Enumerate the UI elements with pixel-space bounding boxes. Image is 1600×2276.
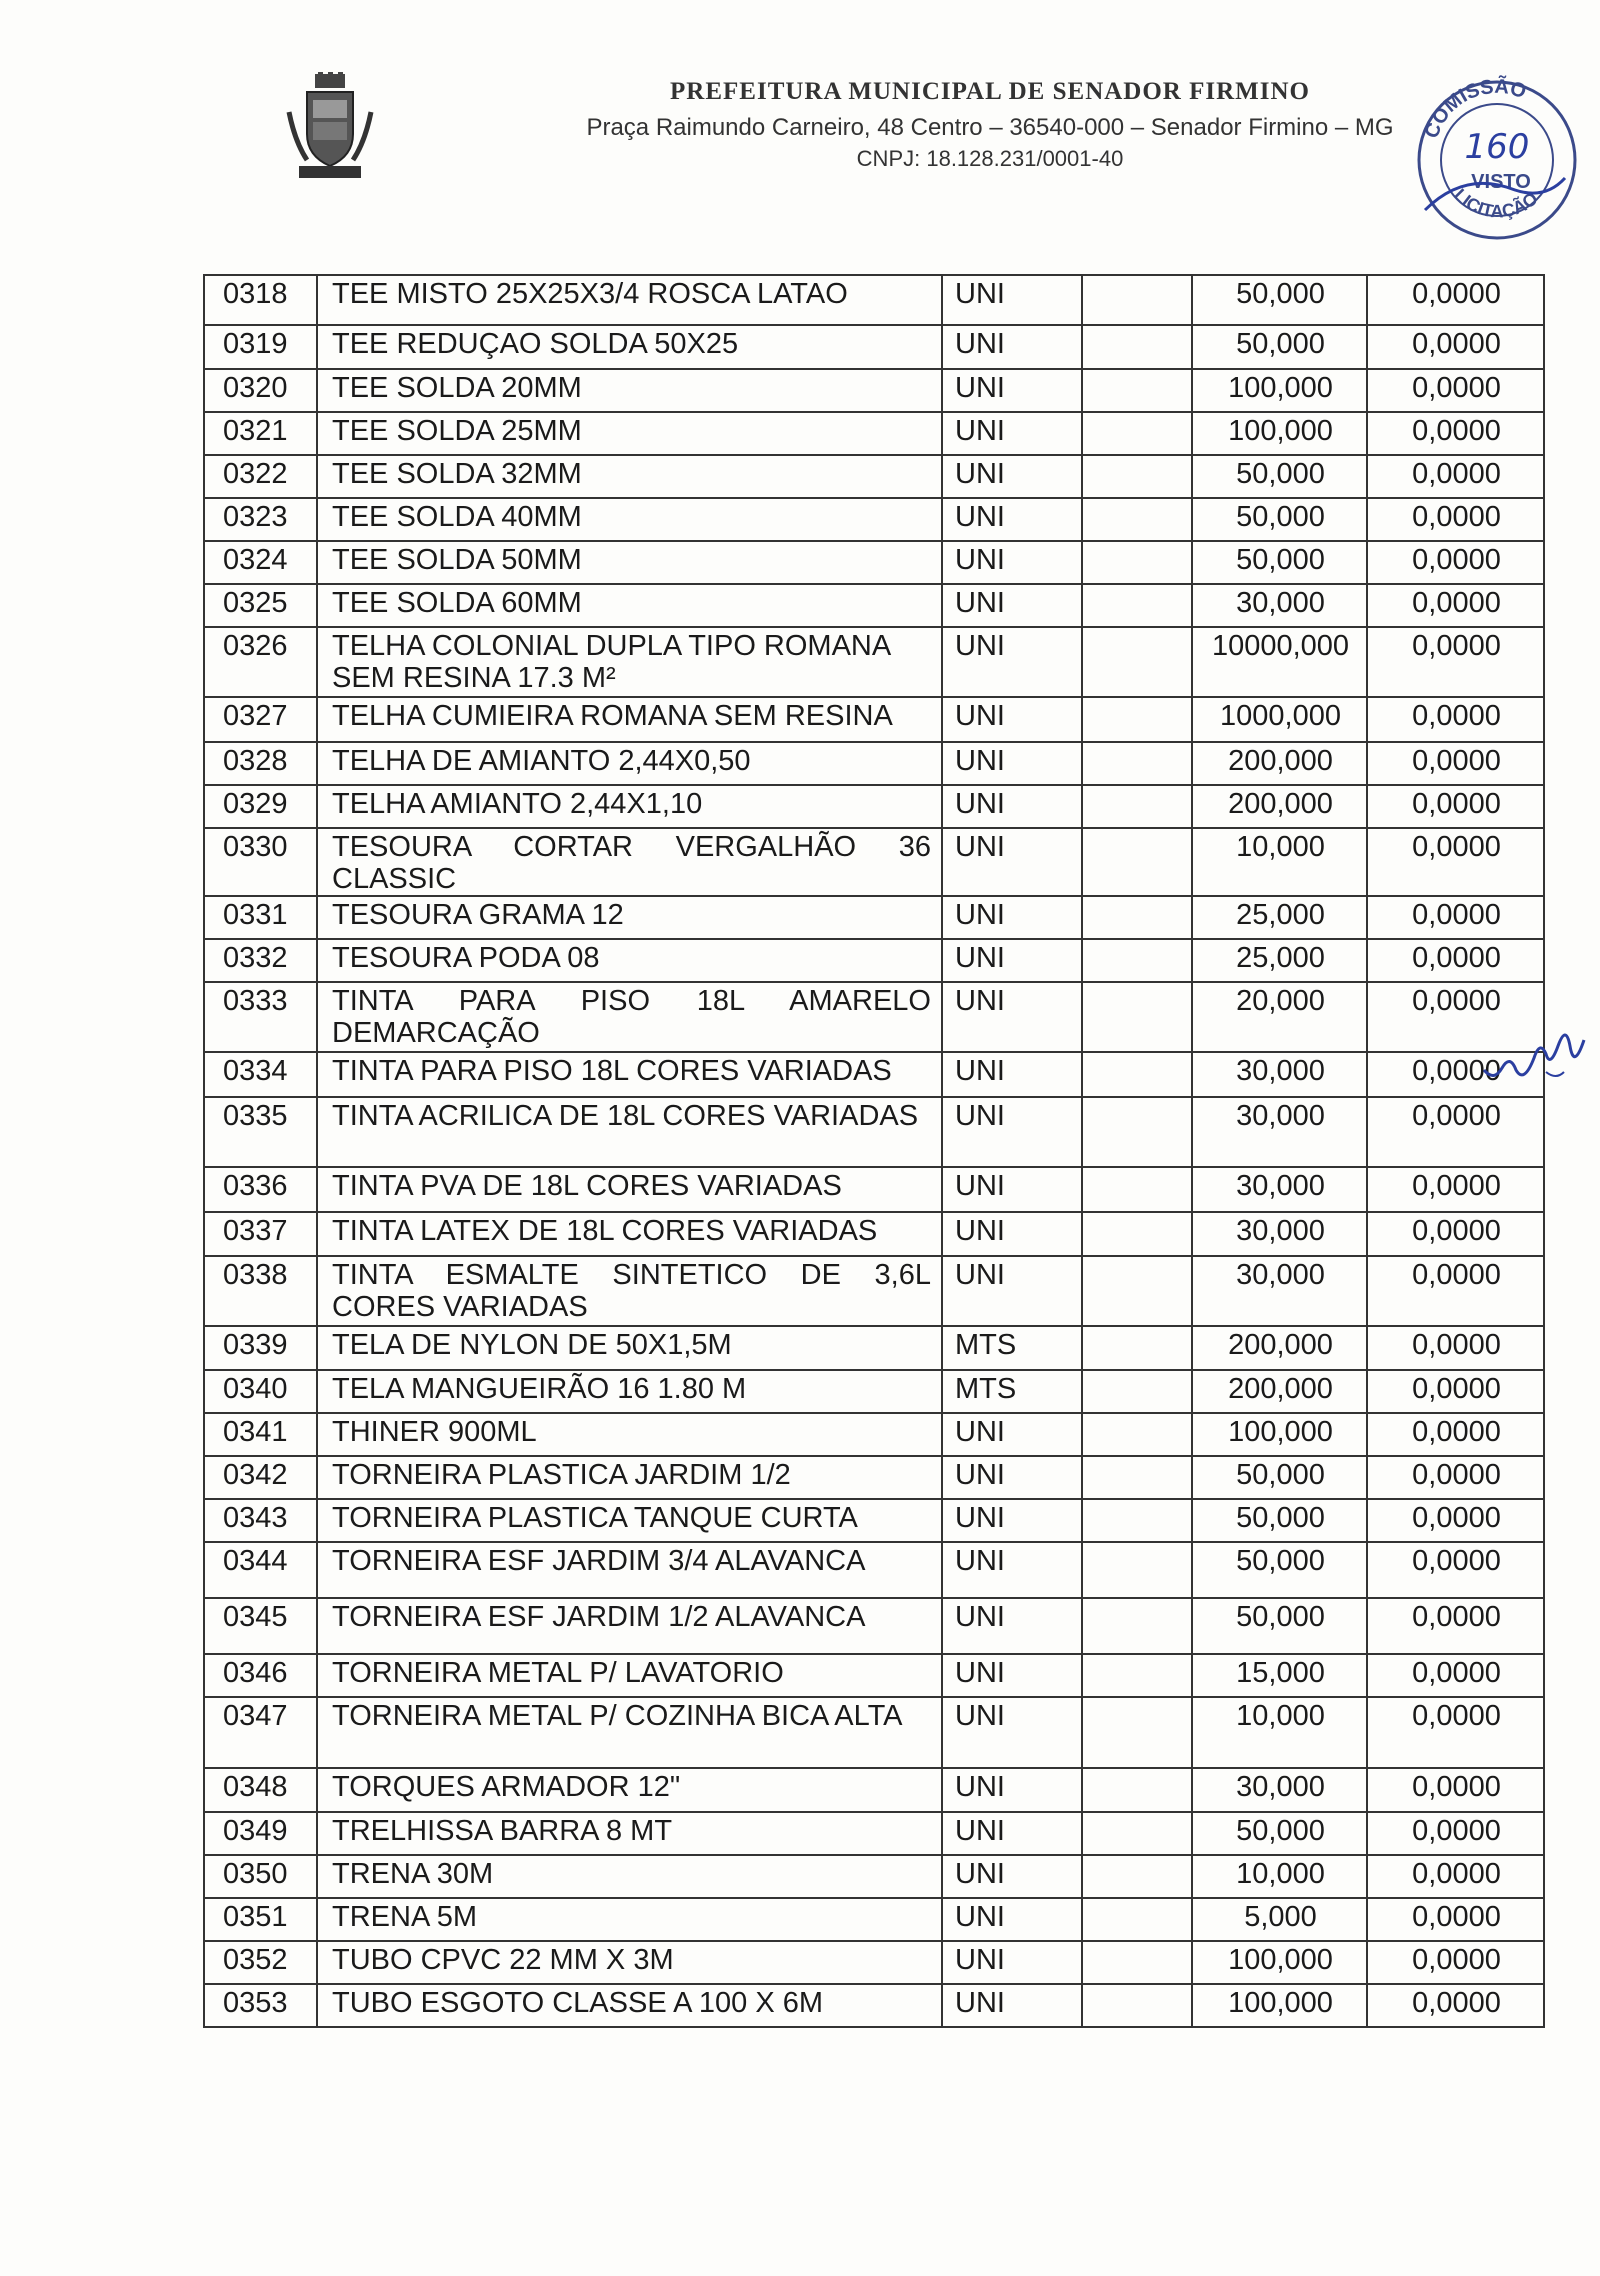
item-quantity: 100,000	[1192, 412, 1367, 455]
item-quantity: 200,000	[1192, 1370, 1367, 1413]
item-quantity: 50,000	[1192, 275, 1367, 325]
item-quantity: 50,000	[1192, 541, 1367, 584]
item-description: TEE MISTO 25X25X3/4 ROSCA LATAO	[317, 275, 942, 325]
item-code: 0334	[204, 1052, 317, 1097]
item-unit: UNI	[942, 1984, 1082, 2027]
item-code: 0336	[204, 1167, 317, 1212]
organization-name: PREFEITURA MUNICIPAL DE SENADOR FIRMINO	[670, 78, 1310, 105]
item-price: 0,0000	[1367, 325, 1544, 369]
item-description: TELA MANGUEIRÃO 16 1.80 M	[317, 1370, 942, 1413]
item-description: TESOURA GRAMA 12	[317, 896, 942, 939]
item-price: 0,0000	[1367, 982, 1544, 1052]
item-unit: UNI	[942, 828, 1082, 896]
blank-cell	[1082, 1413, 1192, 1456]
item-description: TELHA AMIANTO 2,44X1,10	[317, 785, 942, 828]
blank-cell	[1082, 498, 1192, 541]
blank-cell	[1082, 1097, 1192, 1167]
item-unit: UNI	[942, 1768, 1082, 1812]
item-price: 0,0000	[1367, 412, 1544, 455]
item-code: 0320	[204, 369, 317, 412]
item-description: TEE SOLDA 60MM	[317, 584, 942, 627]
item-price: 0,0000	[1367, 498, 1544, 541]
item-code: 0348	[204, 1768, 317, 1812]
table-row	[204, 1812, 1544, 1855]
table-row	[204, 369, 1544, 412]
item-quantity: 100,000	[1192, 1984, 1367, 2027]
item-price: 0,0000	[1367, 1697, 1544, 1768]
blank-cell	[1082, 939, 1192, 982]
item-quantity: 50,000	[1192, 498, 1367, 541]
table-row	[204, 1456, 1544, 1499]
item-unit: UNI	[942, 1456, 1082, 1499]
blank-cell	[1082, 1855, 1192, 1898]
item-price: 0,0000	[1367, 455, 1544, 498]
item-price: 0,0000	[1367, 697, 1544, 742]
item-quantity: 10,000	[1192, 1855, 1367, 1898]
item-price: 0,0000	[1367, 1052, 1544, 1097]
item-description: TELHA DE AMIANTO 2,44X0,50	[317, 742, 942, 785]
item-code: 0332	[204, 939, 317, 982]
item-quantity: 20,000	[1192, 982, 1367, 1052]
item-unit: UNI	[942, 896, 1082, 939]
item-unit: UNI	[942, 1855, 1082, 1898]
item-price: 0,0000	[1367, 627, 1544, 697]
item-description: TINTA ESMALTE SINTETICO DE 3,6L CORES VARIADAS	[317, 1256, 942, 1326]
blank-cell	[1082, 1499, 1192, 1542]
item-description: TINTA LATEX DE 18L CORES VARIADAS	[317, 1212, 942, 1256]
item-price: 0,0000	[1367, 785, 1544, 828]
item-description: TEE SOLDA 32MM	[317, 455, 942, 498]
table-row	[204, 1256, 1544, 1326]
item-price: 0,0000	[1367, 1941, 1544, 1984]
item-unit: UNI	[942, 455, 1082, 498]
table-row	[204, 828, 1544, 896]
item-price: 0,0000	[1367, 1370, 1544, 1413]
item-code: 0339	[204, 1326, 317, 1370]
item-quantity: 30,000	[1192, 1097, 1367, 1167]
item-description: TINTA ACRILICA DE 18L CORES VARIADAS	[317, 1097, 942, 1167]
item-unit: UNI	[942, 1812, 1082, 1855]
handwritten-initials-icon	[1480, 1010, 1600, 1090]
item-quantity: 30,000	[1192, 1256, 1367, 1326]
item-code: 0318	[204, 275, 317, 325]
item-description: TINTA PVA DE 18L CORES VARIADAS	[317, 1167, 942, 1212]
item-unit: UNI	[942, 982, 1082, 1052]
item-description: TEE SOLDA 40MM	[317, 498, 942, 541]
blank-cell	[1082, 896, 1192, 939]
table-row	[204, 697, 1544, 742]
item-description: TORNEIRA ESF JARDIM 1/2 ALAVANCA	[317, 1598, 942, 1654]
blank-cell	[1082, 1167, 1192, 1212]
item-description: TESOURA CORTAR VERGALHÃO 36 CLASSIC	[317, 828, 942, 896]
table-row	[204, 455, 1544, 498]
blank-cell	[1082, 1768, 1192, 1812]
item-quantity: 50,000	[1192, 1598, 1367, 1654]
blank-cell	[1082, 455, 1192, 498]
item-quantity: 200,000	[1192, 742, 1367, 785]
item-code: 0326	[204, 627, 317, 697]
item-code: 0341	[204, 1413, 317, 1456]
blank-cell	[1082, 697, 1192, 742]
item-description: TINTA PARA PISO 18L CORES VARIADAS	[317, 1052, 942, 1097]
item-code: 0331	[204, 896, 317, 939]
blank-cell	[1082, 325, 1192, 369]
item-unit: UNI	[942, 369, 1082, 412]
blank-cell	[1082, 369, 1192, 412]
item-quantity: 15,000	[1192, 1654, 1367, 1697]
blank-cell	[1082, 1326, 1192, 1370]
item-price: 0,0000	[1367, 541, 1544, 584]
item-quantity: 100,000	[1192, 1413, 1367, 1456]
item-unit: MTS	[942, 1370, 1082, 1413]
item-unit: UNI	[942, 498, 1082, 541]
table-row	[204, 1413, 1544, 1456]
table-row	[204, 1542, 1544, 1598]
item-unit: UNI	[942, 1898, 1082, 1941]
item-code: 0342	[204, 1456, 317, 1499]
item-price: 0,0000	[1367, 742, 1544, 785]
item-price: 0,0000	[1367, 1413, 1544, 1456]
table-row	[204, 785, 1544, 828]
item-price: 0,0000	[1367, 1812, 1544, 1855]
table-row	[204, 1855, 1544, 1898]
item-unit: UNI	[942, 541, 1082, 584]
blank-cell	[1082, 627, 1192, 697]
item-code: 0343	[204, 1499, 317, 1542]
item-unit: UNI	[942, 1413, 1082, 1456]
item-description: TEE SOLDA 25MM	[317, 412, 942, 455]
stamp-middle-text: VISTO	[1471, 171, 1531, 193]
item-description: TELHA CUMIEIRA ROMANA SEM RESINA	[317, 697, 942, 742]
item-description: TORNEIRA ESF JARDIM 3/4 ALAVANCA	[317, 1542, 942, 1598]
item-description: TUBO CPVC 22 MM X 3M	[317, 1941, 942, 1984]
table-row	[204, 275, 1544, 325]
item-quantity: 50,000	[1192, 1542, 1367, 1598]
item-unit: UNI	[942, 1167, 1082, 1212]
item-code: 0327	[204, 697, 317, 742]
item-unit: UNI	[942, 325, 1082, 369]
item-unit: UNI	[942, 584, 1082, 627]
table-row	[204, 498, 1544, 541]
item-price: 0,0000	[1367, 1499, 1544, 1542]
blank-cell	[1082, 1984, 1192, 2027]
item-unit: UNI	[942, 1212, 1082, 1256]
item-price: 0,0000	[1367, 1256, 1544, 1326]
item-price: 0,0000	[1367, 828, 1544, 896]
item-code: 0352	[204, 1941, 317, 1984]
item-code: 0328	[204, 742, 317, 785]
item-quantity: 30,000	[1192, 1212, 1367, 1256]
item-quantity: 50,000	[1192, 1499, 1367, 1542]
item-code: 0344	[204, 1542, 317, 1598]
item-price: 0,0000	[1367, 1768, 1544, 1812]
item-description: TEE SOLDA 50MM	[317, 541, 942, 584]
item-code: 0325	[204, 584, 317, 627]
table-row	[204, 412, 1544, 455]
item-price: 0,0000	[1367, 584, 1544, 627]
item-quantity: 50,000	[1192, 1456, 1367, 1499]
stamp-page-number: 160	[1464, 127, 1530, 167]
blank-cell	[1082, 742, 1192, 785]
item-price: 0,0000	[1367, 1212, 1544, 1256]
item-quantity: 30,000	[1192, 1768, 1367, 1812]
table-row	[204, 742, 1544, 785]
item-code: 0319	[204, 325, 317, 369]
item-price: 0,0000	[1367, 1598, 1544, 1654]
item-description: TEE SOLDA 20MM	[317, 369, 942, 412]
table-row	[204, 325, 1544, 369]
blank-cell	[1082, 584, 1192, 627]
item-price: 0,0000	[1367, 896, 1544, 939]
table-row	[204, 1598, 1544, 1654]
item-code: 0353	[204, 1984, 317, 2027]
item-quantity: 30,000	[1192, 584, 1367, 627]
item-description: TRENA 30M	[317, 1855, 942, 1898]
item-unit: UNI	[942, 1499, 1082, 1542]
item-quantity: 25,000	[1192, 896, 1367, 939]
item-description: TORNEIRA METAL P/ COZINHA BICA ALTA	[317, 1697, 942, 1768]
blank-cell	[1082, 1941, 1192, 1984]
blank-cell	[1082, 1697, 1192, 1768]
table-row	[204, 939, 1544, 982]
item-unit: UNI	[942, 697, 1082, 742]
item-code: 0323	[204, 498, 317, 541]
item-unit: UNI	[942, 1941, 1082, 1984]
item-quantity: 30,000	[1192, 1167, 1367, 1212]
item-code: 0324	[204, 541, 317, 584]
item-price: 0,0000	[1367, 275, 1544, 325]
item-code: 0335	[204, 1097, 317, 1167]
item-price: 0,0000	[1367, 939, 1544, 982]
item-price: 0,0000	[1367, 1654, 1544, 1697]
item-code: 0350	[204, 1855, 317, 1898]
item-code: 0333	[204, 982, 317, 1052]
item-quantity: 50,000	[1192, 455, 1367, 498]
item-quantity: 100,000	[1192, 369, 1367, 412]
item-price: 0,0000	[1367, 1984, 1544, 2027]
table-row	[204, 982, 1544, 1052]
blank-cell	[1082, 1052, 1192, 1097]
item-description: TINTA PARA PISO 18L AMARELO DEMARCAÇÃO	[317, 982, 942, 1052]
blank-cell	[1082, 1256, 1192, 1326]
item-quantity: 1000,000	[1192, 697, 1367, 742]
item-description: TORNEIRA PLASTICA JARDIM 1/2	[317, 1456, 942, 1499]
item-price: 0,0000	[1367, 1855, 1544, 1898]
item-description: TORNEIRA METAL P/ LAVATORIO	[317, 1654, 942, 1697]
table-row	[204, 1097, 1544, 1167]
item-description: TRENA 5M	[317, 1898, 942, 1941]
table-row	[204, 1167, 1544, 1212]
table-row	[204, 1898, 1544, 1941]
items-table	[203, 274, 1545, 2028]
item-code: 0346	[204, 1654, 317, 1697]
item-unit: UNI	[942, 627, 1082, 697]
item-unit: UNI	[942, 1052, 1082, 1097]
item-quantity: 30,000	[1192, 1052, 1367, 1097]
item-quantity: 100,000	[1192, 1941, 1367, 1984]
item-price: 0,0000	[1367, 1097, 1544, 1167]
item-code: 0330	[204, 828, 317, 896]
blank-cell	[1082, 1370, 1192, 1413]
item-price: 0,0000	[1367, 369, 1544, 412]
item-code: 0338	[204, 1256, 317, 1326]
item-unit: UNI	[942, 742, 1082, 785]
item-unit: UNI	[942, 785, 1082, 828]
item-unit: UNI	[942, 1654, 1082, 1697]
table-row	[204, 541, 1544, 584]
item-price: 0,0000	[1367, 1326, 1544, 1370]
item-unit: UNI	[942, 1598, 1082, 1654]
item-code: 0329	[204, 785, 317, 828]
item-description: TUBO ESGOTO CLASSE A 100 X 6M	[317, 1984, 942, 2027]
item-code: 0337	[204, 1212, 317, 1256]
item-unit: UNI	[942, 275, 1082, 325]
item-code: 0351	[204, 1898, 317, 1941]
item-quantity: 10000,000	[1192, 627, 1367, 697]
blank-cell	[1082, 1456, 1192, 1499]
blank-cell	[1082, 1898, 1192, 1941]
blank-cell	[1082, 275, 1192, 325]
item-code: 0349	[204, 1812, 317, 1855]
item-description: TRELHISSA BARRA 8 MT	[317, 1812, 942, 1855]
table-row	[204, 1326, 1544, 1370]
item-price: 0,0000	[1367, 1167, 1544, 1212]
table-row	[204, 1499, 1544, 1542]
blank-cell	[1082, 1212, 1192, 1256]
table-row	[204, 1768, 1544, 1812]
item-quantity: 10,000	[1192, 1697, 1367, 1768]
item-price: 0,0000	[1367, 1898, 1544, 1941]
organization-cnpj: CNPJ: 18.128.231/0001-40	[856, 146, 1124, 171]
item-description: TORQUES ARMADOR 12"	[317, 1768, 942, 1812]
stamp-bottom-text: LICITAÇÃO	[1450, 184, 1542, 222]
table-row	[204, 1370, 1544, 1413]
item-unit: UNI	[942, 939, 1082, 982]
item-description: TORNEIRA PLASTICA TANQUE CURTA	[317, 1499, 942, 1542]
item-quantity: 5,000	[1192, 1898, 1367, 1941]
item-unit: MTS	[942, 1326, 1082, 1370]
table-row	[204, 1212, 1544, 1256]
blank-cell	[1082, 1812, 1192, 1855]
item-code: 0321	[204, 412, 317, 455]
item-code: 0347	[204, 1697, 317, 1768]
table-row	[204, 1654, 1544, 1697]
municipal-crest-icon	[285, 72, 375, 184]
item-unit: UNI	[942, 1542, 1082, 1598]
item-quantity: 50,000	[1192, 325, 1367, 369]
blank-cell	[1082, 982, 1192, 1052]
item-price: 0,0000	[1367, 1542, 1544, 1598]
blank-cell	[1082, 1654, 1192, 1697]
letterhead	[0, 0, 1600, 222]
item-quantity: 50,000	[1192, 1812, 1367, 1855]
item-description: THINER 900ML	[317, 1413, 942, 1456]
blank-cell	[1082, 412, 1192, 455]
item-unit: UNI	[942, 1256, 1082, 1326]
item-code: 0322	[204, 455, 317, 498]
item-quantity: 200,000	[1192, 1326, 1367, 1370]
blank-cell	[1082, 785, 1192, 828]
item-unit: UNI	[942, 412, 1082, 455]
item-code: 0345	[204, 1598, 317, 1654]
table-row	[204, 1984, 1544, 2027]
item-unit: UNI	[942, 1097, 1082, 1167]
item-code: 0340	[204, 1370, 317, 1413]
item-quantity: 200,000	[1192, 785, 1367, 828]
organization-address: Praça Raimundo Carneiro, 48 Centro – 36540-000 – Senador Firmino – MG	[586, 114, 1394, 141]
item-price: 0,0000	[1367, 1456, 1544, 1499]
stamp-top-text: COMISSÃO	[1420, 75, 1529, 142]
table-row	[204, 1052, 1544, 1097]
commission-stamp-icon	[1405, 60, 1585, 250]
blank-cell	[1082, 1598, 1192, 1654]
table-row	[204, 1697, 1544, 1768]
item-description: TELA DE NYLON DE 50X1,5M	[317, 1326, 942, 1370]
blank-cell	[1082, 828, 1192, 896]
blank-cell	[1082, 1542, 1192, 1598]
item-unit: UNI	[942, 1697, 1082, 1768]
table-row	[204, 627, 1544, 697]
blank-cell	[1082, 541, 1192, 584]
item-quantity: 10,000	[1192, 828, 1367, 896]
table-row	[204, 896, 1544, 939]
item-description: TESOURA PODA 08	[317, 939, 942, 982]
table-row	[204, 1941, 1544, 1984]
item-description: TEE REDUÇAO SOLDA 50X25	[317, 325, 942, 369]
item-quantity: 25,000	[1192, 939, 1367, 982]
table-row	[204, 584, 1544, 627]
item-description: TELHA COLONIAL DUPLA TIPO ROMANA SEM RESINA 17.3 M²	[317, 627, 942, 697]
